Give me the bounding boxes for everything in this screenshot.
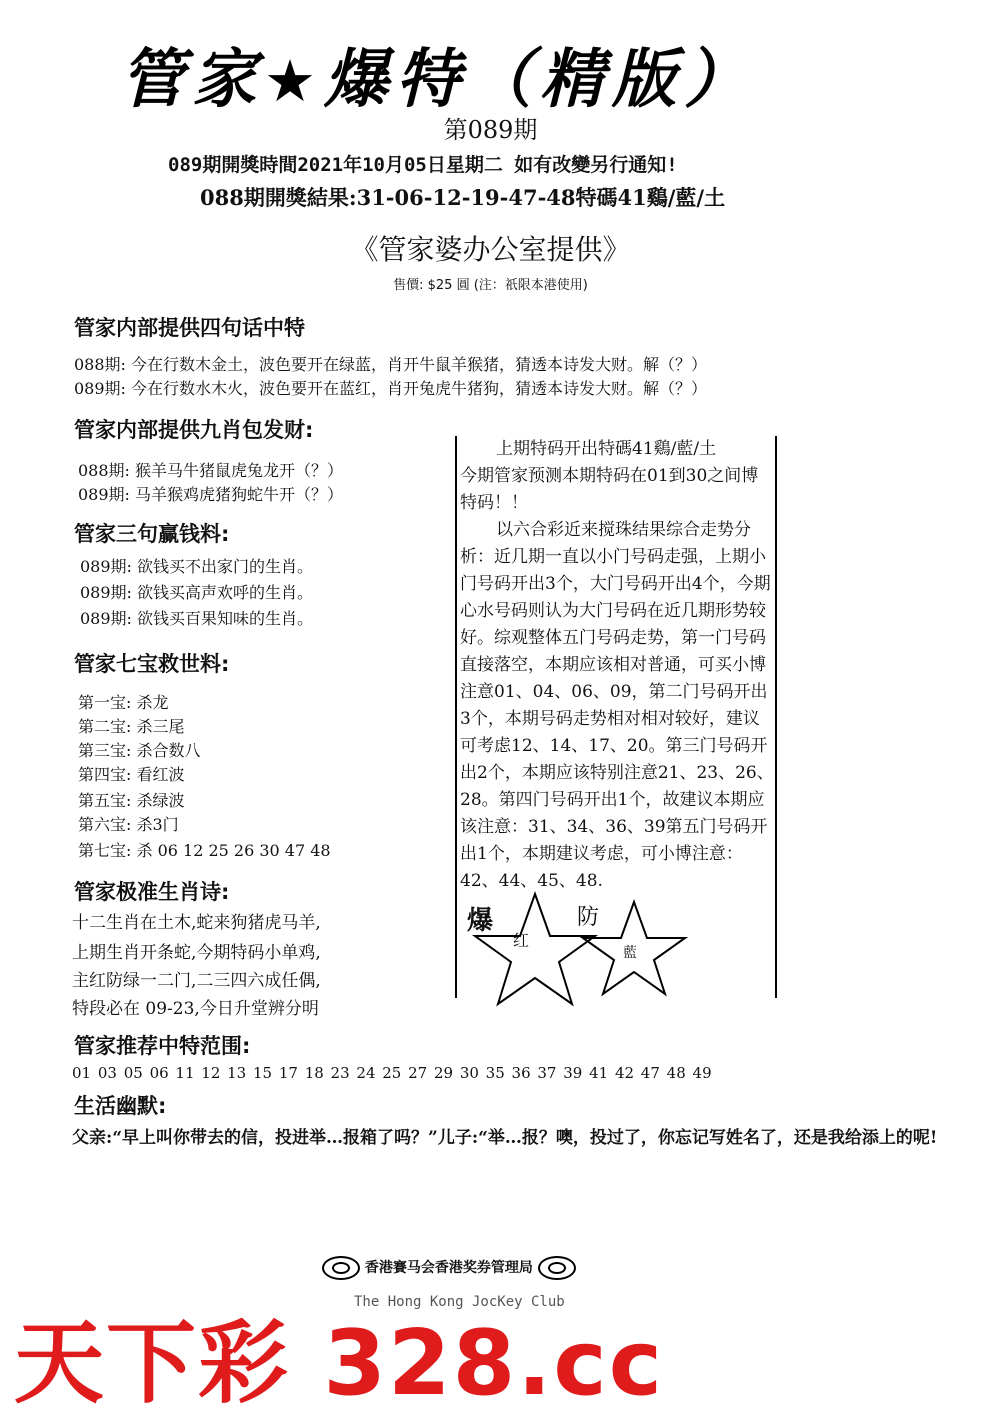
jockey-club-logo-icon (322, 1256, 360, 1280)
star1-label: 爆 (467, 906, 494, 936)
range-numbers: 01 03 05 06 11 12 13 15 17 18 23 24 25 27 29 30 35 36 37 39 41 42 47 48 49 (72, 1064, 712, 1082)
page-title (120, 28, 880, 120)
poem-heading: 管家极准生肖诗: (74, 880, 230, 904)
watermark: 天下彩 328.cc (14, 1311, 665, 1416)
poem-line-2: 上期生肖开条蛇,今期特码小单鸡, (72, 943, 321, 963)
analysis-last-special: 上期特码开出特碼41鷄/藍/土 (496, 439, 717, 459)
nine-zodiac-088: 088期: 猴羊马牛猪鼠虎兔龙开（？） (78, 461, 344, 480)
nine-zodiac-089: 089期: 马羊猴鸡虎猪狗蛇牛开（？） (78, 485, 344, 504)
poem-line-4: 特段必在 09-23,今日升堂辨分明 (72, 999, 319, 1019)
four-lines-heading: 管家内部提供四句话中特 (74, 316, 305, 340)
issue-number: 第089期 (443, 116, 538, 144)
poem-line-1: 十二生肖在土木,蛇来狗猪虎马羊, (72, 913, 321, 933)
org-name: 香港賽马会香港奖券管理局 (364, 1260, 533, 1276)
seven-treasures-heading: 管家七宝救世料: (74, 652, 230, 676)
treasure-3: 第三宝: 杀合数八 (78, 741, 201, 760)
jockey-club-logo-icon-right (538, 1256, 576, 1280)
treasure-6: 第六宝: 杀3门 (78, 815, 179, 834)
range-heading: 管家推荐中特范围: (74, 1034, 251, 1058)
org-name-en: The Hong Kong JocKey Club (354, 1294, 565, 1310)
treasure-1: 第一宝: 杀龙 (78, 693, 169, 712)
provider: 《管家婆办公室提供》 (350, 233, 631, 266)
star2-label: 防 (577, 905, 600, 930)
star1-inner: 红 (513, 931, 530, 950)
poem-line-3: 主红防绿一二门,二三四六成任偶, (72, 971, 321, 991)
analysis-box (455, 436, 777, 998)
last-result: 088期開獎結果:31-06-12-19-47-48特碼41鷄/藍/土 (200, 185, 726, 210)
title-left: 管家 (120, 43, 264, 117)
treasure-5: 第五宝: 杀绿波 (78, 791, 185, 810)
star2-inner: 藍 (623, 945, 637, 961)
treasure-4: 第四宝: 看红波 (78, 765, 185, 784)
three-lines-2: 089期: 欲钱买高声欢呼的生肖。 (80, 583, 314, 602)
star-graphics (457, 906, 775, 996)
title-right: 爆特（精版） (324, 43, 756, 117)
four-lines-088: 088期: 今在行数木金土，波色要开在绿蓝，肖开牛鼠羊猴猪，猜透本诗发大财。解（？） (74, 355, 708, 374)
analysis-body: 以六合彩近来搅珠结果综合走势分析：近几期一直以小门号码走强，上期小门号码开出3个，大门号码开出4个，今期心水号码则认为大门号码在近几期形势较好。综观整体五门号码走势，第一门号码直接落空，本期应该相对普通，可买小博注意01、04、06、09，第二门号码开出3个，本期号码走势相对相对较好，建议可考虑12、14、17、20。第三门号码开出2个，本期应该特别注意21、23、26、28。第四门号码开出1个，故建议本期应该注意：31、34、36、39第五门号码开出1个，本期建议考虑，可小博注意：42、44、45、48. (460, 520, 774, 891)
nine-zodiac-heading: 管家内部提供九肖包发财: (74, 418, 314, 442)
three-lines-heading: 管家三句赢钱料: (74, 522, 230, 546)
treasure-2: 第二宝: 杀三尾 (78, 717, 185, 736)
analysis-prediction: 今期管家预测本期特码在01到30之间博特码！！ (460, 466, 759, 513)
humor-heading: 生活幽默: (74, 1094, 167, 1118)
price: 售價: $25 圓 (注：祇限本港使用) (393, 278, 588, 293)
three-lines-1: 089期: 欲钱买不出家门的生肖。 (80, 557, 314, 576)
humor-text: 父亲:“早上叫你带去的信，投进举…报箱了吗？”儿子:“举…报？噢，投过了，你忘记写姓名了，还是我给添上的呢! (72, 1128, 938, 1148)
draw-time: 089期開獎時間2021年10月05日星期二 如有改變另行通知! (168, 154, 678, 176)
four-lines-089: 089期: 今在行数水木火，波色要开在蓝红，肖开兔虎牛猪狗，猜透本诗发大财。解（？） (74, 379, 708, 398)
org-line (322, 1256, 576, 1280)
treasure-7: 第七宝: 杀 06 12 25 26 30 47 48 (78, 841, 331, 860)
star-icon: ★ (264, 47, 324, 115)
three-lines-3: 089期: 欲钱买百果知味的生肖。 (80, 609, 314, 628)
